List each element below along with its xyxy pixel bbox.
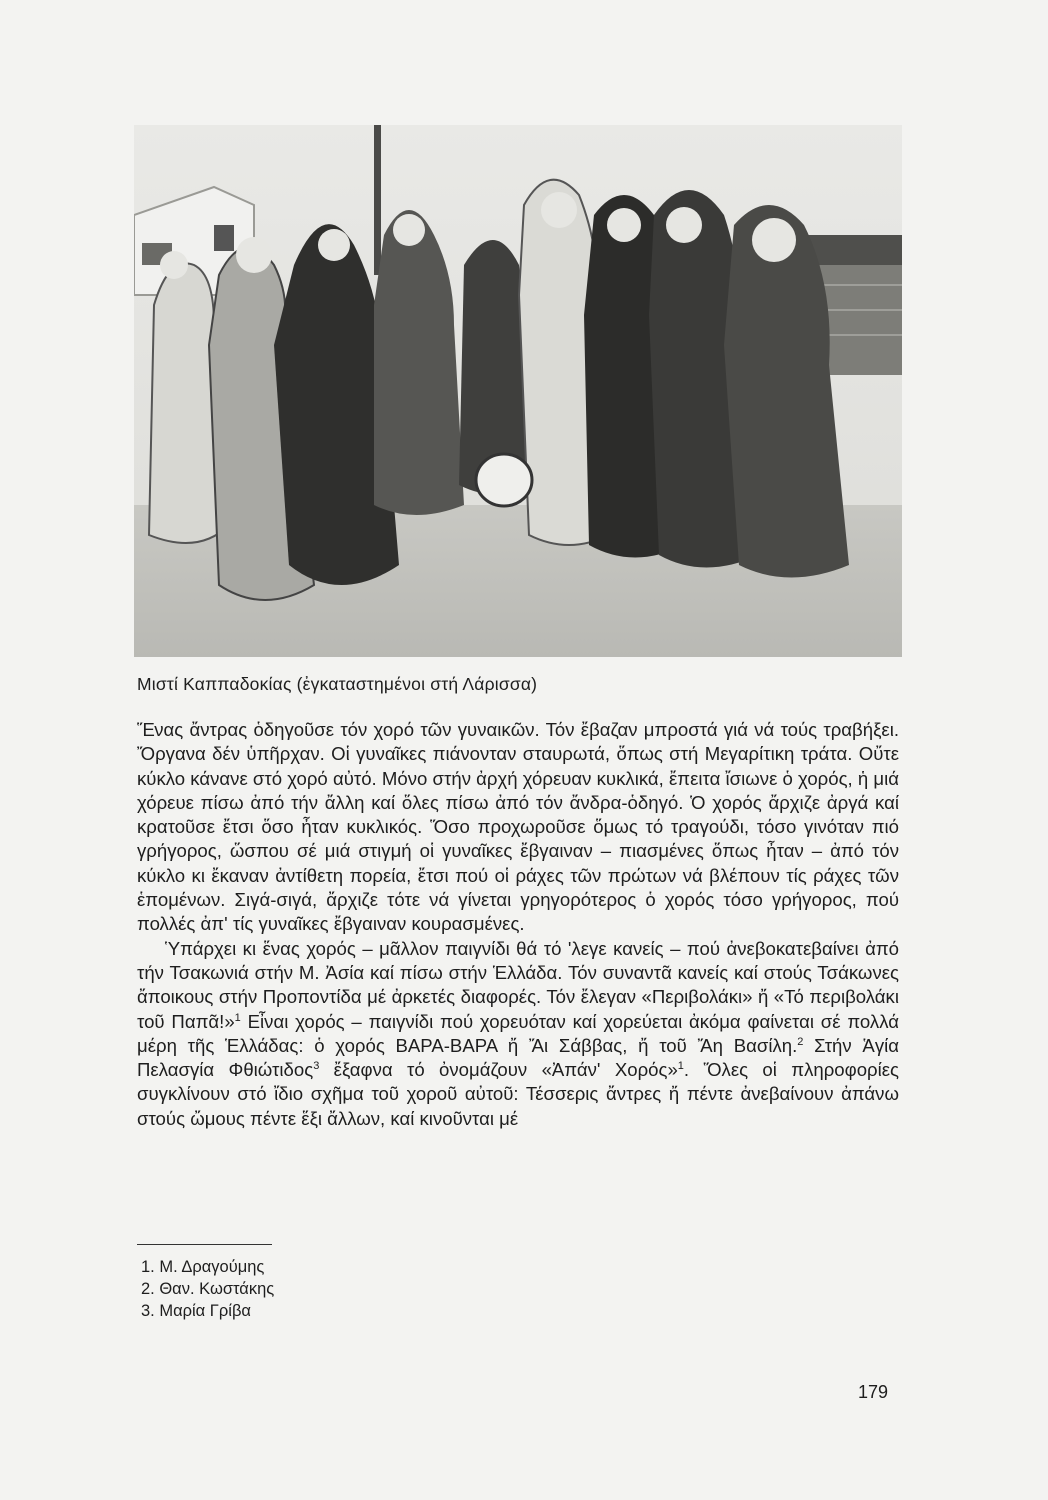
- text-run: Εἶναι χορός – παιγνίδι πού χορευόταν καί χορεύεται ἀκόμα φαίνεται σέ πολλά μέρη τῆς Ἑλλάδας: ὁ χορός ΒΑΡΑ-ΒΑΡΑ ἤ Ἄι Σάββας, ἤ τοῦ Ἄη Βασίλη.: [137, 1010, 899, 1056]
- text-run: . Ὅλες οἱ πληροφορίες συγκλίνουν στό ἴδιο σχῆμα τοῦ χοροῦ αὐτοῦ: Τέσσερις ἄντρες ἤ πέντε ἀνεβαίνουν ἀπάνω στούς ὤμους πέντε ἕξι ἄλλων, καί κινοῦνται μέ: [137, 1059, 899, 1129]
- footnote-item: 3. Μαρία Γρίβα: [141, 1302, 251, 1320]
- page-number: 179: [858, 1382, 889, 1402]
- text-run: Στήν Ἁγία Πελασγία Φθιώτιδος: [137, 1034, 900, 1081]
- footnote-ref: 2: [797, 1035, 804, 1048]
- footnote-ref: 3: [313, 1059, 320, 1072]
- paragraph: [137, 937, 899, 1131]
- footnote-item: 1. Μ. Δραγούμης: [141, 1258, 265, 1276]
- body-text: [137, 718, 899, 1131]
- text-run: ἔξαφνα τό ὀνομάζουν «Ἀπάν' Χορός»: [319, 1059, 678, 1081]
- footnote-item: 2. Θαν. Κωστάκης: [141, 1280, 275, 1298]
- photograph-illustration: [134, 125, 902, 657]
- figure-caption: Μιστί Καππαδοκίας (ἐγκαταστημένοι στή Λάρισσα): [137, 674, 538, 694]
- footnotes: [141, 1256, 541, 1322]
- footnote-ref: 1: [234, 1011, 241, 1024]
- footnote-ref: 1: [677, 1059, 684, 1072]
- photograph: [134, 125, 902, 657]
- paragraph: Ἕνας ἄντρας ὁδηγοῦσε τόν χορό τῶν γυναικῶν. Τόν ἔβαζαν μπροστά γιά νά τούς τραβήξει. Ὄργανα δέν ὑπῆρχαν. Οἱ γυναῖκες πιάνονταν σταυρωτά, ὅπως στή Μεγαρίτικη τράτα. Οὔτε κύκλο κάνανε στό χορό αὐτό. Μόνο στήν ἀρχή χόρευαν κυκλικά, ἔπειτα ἴσιωνε ὁ χορός, ἡ μιά χόρευε πίσω ἀπό τήν ἄλλη καί ὅλες πίσω ἀπό τόν ἄνδρα-ὁδηγό. Ὁ χορός ἄρχιζε ἀργά καί κρατοῦσε ἔτσι ὅσο ἦταν κυκλικός. Ὅσο προχωροῦσε ὅμως τό τραγούδι, τόσο γινόταν πιό γρήγορος, ὥσπου σέ μιά στιγμή οἱ γυναῖκες ἔβγαιναν – πιασμένες ὅπως ἦταν – ἀπό τόν κύκλο κι ἔκαναν ἀντίθετη πορεία, ἔτσι πού οἱ ράχες τῶν πρώτων νά βλέπουν τίς ράχες τῶν ἑπομένων. Σιγά-σιγά, ἄρχιζε τότε νά γίνεται γρηγορότερος ὁ χορός τόσο γρήγορος, πού πολλές ἀπ' τίς γυναῖκες ἔβγαιναν κουρασμένες.: [137, 719, 899, 935]
- text-run: Ὑπάρχει κι ἕνας χορός – μᾶλλον παιγνίδι θά τό 'λεγε κανείς – πού ἀνεβοκατεβαίνει ἀπό τήν Τσακωνιά στήν Μ. Ἀσία καί πίσω στήν Ἑλλάδα. Τόν συναντᾶ κανείς καί στούς Τσάκωνες ἄποικους στήν Προποντίδα μέ ἀρκετές διαφορές. Τόν ἔλεγαν «Περιβολάκι» ἤ «Τό περιβολάκι τοῦ Παπᾶ!»: [137, 937, 899, 1032]
- footnote-divider: [137, 1244, 272, 1245]
